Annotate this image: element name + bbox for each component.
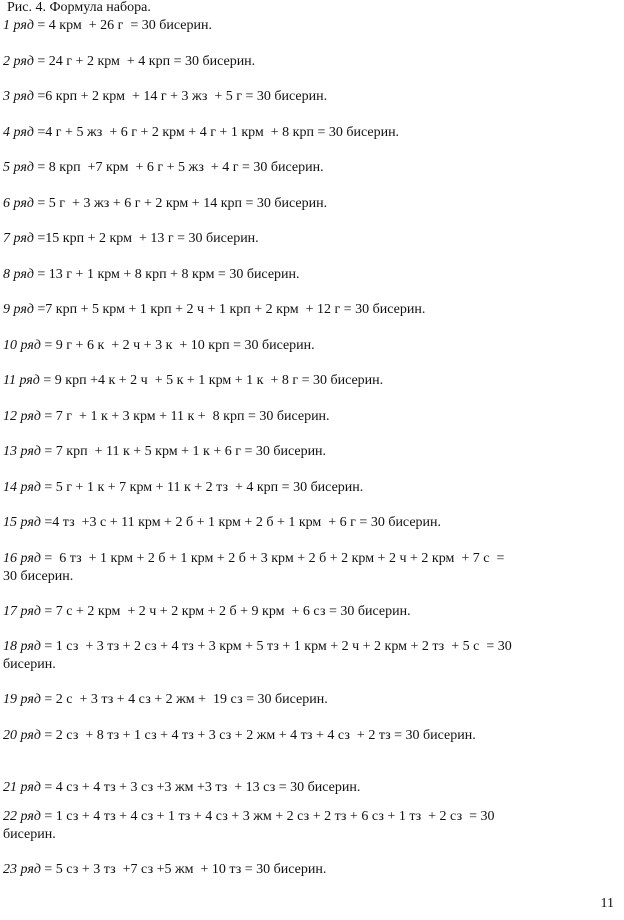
row-label: 6 ряд: [3, 196, 34, 211]
row-formula: [3, 17, 523, 35]
row-text: =6 крп + 2 крм + 14 г + 3 жз + 5 г = 30 бисерин.: [33, 89, 328, 104]
row-label: 15 ряд: [3, 515, 41, 530]
row-formula: [3, 408, 523, 426]
row-label: 4 ряд: [3, 125, 34, 140]
row-text: = 2 сз + 8 тз + 1 сз + 4 тз + 3 сз + 2 жм + 4 тз + 4 сз + 2 тз = 30 бисерин.: [40, 728, 476, 743]
row-formula: [3, 603, 523, 621]
row-formula: [3, 691, 523, 709]
row-formula: [3, 195, 523, 213]
row-formula: [3, 88, 523, 106]
row-text: = 7 крп + 11 к + 5 крм + 1 к + 6 г = 30 бисерин.: [40, 444, 327, 459]
row-text: = 9 г + 6 к + 2 ч + 3 к + 10 крп = 30 бисерин.: [40, 338, 315, 353]
row-text: =7 крп + 5 крм + 1 крп + 2 ч + 1 крп + 2 крм + 12 г = 30 бисерин.: [33, 302, 426, 317]
row-label: 20 ряд: [3, 728, 41, 743]
row-formula: [3, 514, 523, 532]
row-label: 7 ряд: [3, 231, 34, 246]
row-formula: [3, 230, 523, 248]
row-text: = 1 сз + 3 тз + 2 сз + 4 тз + 3 крм + 5 тз + 1 крм + 2 ч + 2 крм + 2 тз + 5 с = 30 бисерин.: [3, 639, 516, 672]
row-label: 3 ряд: [3, 89, 34, 104]
row-text: = 4 крм + 26 г = 30 бисерин.: [33, 18, 212, 33]
row-label: 10 ряд: [3, 338, 41, 353]
row-text: = 24 г + 2 крм + 4 крп = 30 бисерин.: [33, 54, 256, 69]
row-label: 23 ряд: [3, 862, 41, 877]
row-formula: [3, 808, 523, 844]
page-number: 11: [600, 896, 614, 911]
row-text: = 6 тз + 1 крм + 2 б + 1 крм + 2 б + 3 крм + 2 б + 2 крм + 2 ч + 2 крм + 7 с = 30 бисерин.: [3, 551, 512, 584]
row-formula: [3, 337, 523, 355]
figure-caption: Рис. 4. Формула набора.: [7, 0, 151, 15]
row-text: = 4 сз + 4 тз + 3 сз +3 жм +3 тз + 13 сз = 30 бисерин.: [40, 780, 361, 795]
row-formula: [3, 53, 523, 71]
row-formula: [3, 727, 523, 745]
row-formula: [3, 372, 523, 390]
row-text: = 9 крп +4 к + 2 ч + 5 к + 1 крм + 1 к + 8 г = 30 бисерин.: [39, 373, 384, 388]
row-label: 11 ряд: [3, 373, 40, 388]
row-text: = 7 с + 2 крм + 2 ч + 2 крм + 2 б + 9 крм + 6 сз = 30 бисерин.: [40, 604, 411, 619]
row-text: = 7 г + 1 к + 3 крм + 11 к + 8 крп = 30 бисерин.: [40, 409, 330, 424]
row-formula: [3, 443, 523, 461]
row-text: =15 крп + 2 крм + 13 г = 30 бисерин.: [33, 231, 259, 246]
row-formula: [3, 550, 523, 586]
row-label: 22 ряд: [3, 809, 41, 824]
row-text: = 5 г + 3 жз + 6 г + 2 крм + 14 крп = 30 бисерин.: [33, 196, 328, 211]
row-label: 12 ряд: [3, 409, 41, 424]
row-label: 21 ряд: [3, 780, 41, 795]
row-label: 17 ряд: [3, 604, 41, 619]
row-formula: [3, 159, 523, 177]
row-text: = 1 сз + 4 тз + 4 сз + 1 тз + 4 сз + 3 жм + 2 сз + 2 тз + 6 сз + 1 тз + 2 сз = 30 бисерин.: [3, 809, 499, 842]
row-formula: [3, 779, 523, 797]
row-label: 5 ряд: [3, 160, 34, 175]
row-label: 13 ряд: [3, 444, 41, 459]
row-label: 8 ряд: [3, 267, 34, 282]
row-formula: [3, 861, 523, 879]
row-label: 18 ряд: [3, 639, 41, 654]
row-text: =4 тз +3 с + 11 крм + 2 б + 1 крм + 2 б + 1 крм + 6 г = 30 бисерин.: [40, 515, 442, 530]
row-label: 19 ряд: [3, 692, 41, 707]
row-formula: [3, 479, 523, 497]
row-label: 9 ряд: [3, 302, 34, 317]
row-text: = 13 г + 1 крм + 8 крп + 8 крм = 30 бисерин.: [33, 267, 300, 282]
row-label: 2 ряд: [3, 54, 34, 69]
row-formula: [3, 301, 523, 319]
row-text: =4 г + 5 жз + 6 г + 2 крм + 4 г + 1 крм + 8 крп = 30 бисерин.: [33, 125, 400, 140]
row-text: = 2 с + 3 тз + 4 сз + 2 жм + 19 сз = 30 бисерин.: [40, 692, 328, 707]
row-label: 14 ряд: [3, 480, 41, 495]
row-text: = 5 сз + 3 тз +7 сз +5 жм + 10 тз = 30 бисерин.: [40, 862, 327, 877]
row-label: 1 ряд: [3, 18, 34, 33]
row-label: 16 ряд: [3, 551, 41, 566]
row-text: = 8 крп +7 крм + 6 г + 5 жз + 4 г = 30 бисерин.: [33, 160, 324, 175]
row-formula: [3, 124, 523, 142]
row-text: = 5 г + 1 к + 7 крм + 11 к + 2 тз + 4 крп = 30 бисерин.: [40, 480, 364, 495]
row-formula: [3, 638, 523, 674]
row-formula: [3, 266, 523, 284]
